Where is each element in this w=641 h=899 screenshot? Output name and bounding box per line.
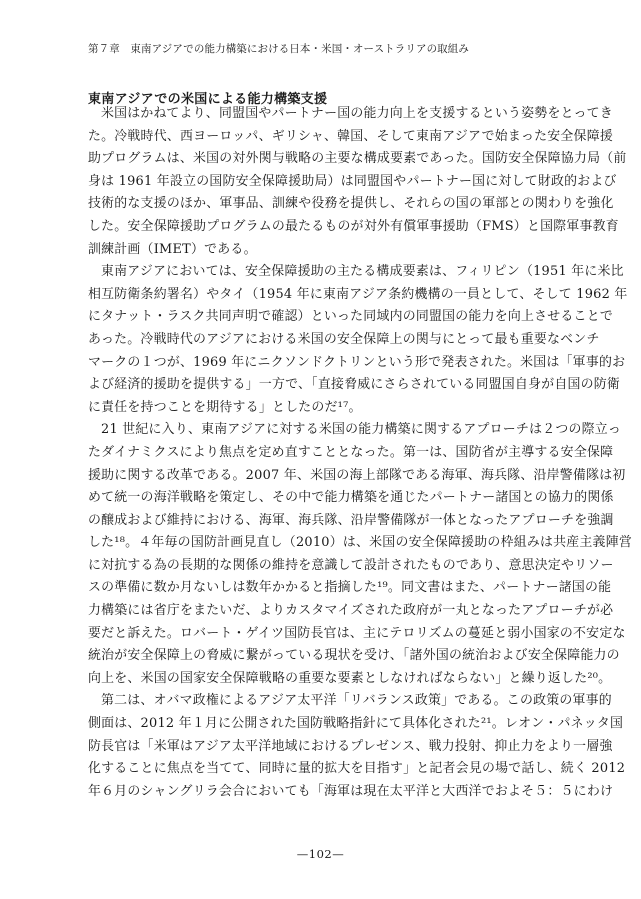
- text-line: 米国はかねてより、同盟国やパートナー国の能力向上を支援するという姿勢をとってき: [101, 106, 613, 121]
- text-line: 助プログラムは、米国の対外関与戦略の主要な構成要素であった。国防安全保障協力局（前: [88, 151, 627, 167]
- section-heading: 東南アジアでの米国による能力構築支援: [88, 92, 328, 107]
- text-line: 相互防衛条約署名）やタイ（1954 年に東南アジア条約機構の一員として、そして 1962 年: [88, 286, 628, 302]
- text-line: 技術的な支援のほか、軍事品、訓練や役務を提供し、それらの国の軍部との関わりを強化: [88, 196, 614, 212]
- text-line: 防長官は「米軍はアジア太平洋地域におけるプレゼンス、戦力投射、抑止力をより一層強: [88, 738, 613, 754]
- text-line: 化することに焦点を当てて、同時に量的拡大を目指す」と記者会見の場で話し、続く 2012: [88, 761, 626, 777]
- page-number: —102—: [296, 847, 345, 861]
- text-line: 力構築には省庁をまたいだ、よりカスタマイズされた政府が一丸となったアプローチが必: [88, 603, 614, 619]
- text-line: あった。冷戦時代のアジアにおける米国の安全保障上の関与にとって最も重要なベンチ: [88, 331, 600, 347]
- text-line: 21 世紀に入り、東南アジアに対する米国の能力構築に関するアプローチは２つの際立っ: [101, 422, 622, 438]
- text-line: 向上を、米国の国家安全保障戦略の重要な要素としなければならない」と繰り返した²⁰。: [88, 670, 612, 686]
- text-line: た。冷戦時代、西ヨーロッパ、ギリシャ、韓国、そして東南アジアで始まった安全保障援: [88, 128, 613, 144]
- text-line: 統治が安全保障上の脅威に繋がっている現状を受け、「諸外国の統治および安全保障能力の: [88, 648, 620, 664]
- text-line: に責任を持つことを期待する」としたのだ¹⁷。: [88, 399, 362, 415]
- text-line: 要だと訴えた。ロバート・ゲイツ国防長官は、主にテロリズムの蔓延と弱小国家の不安定な: [88, 625, 626, 641]
- running-header: 第７章 東南アジアでの能力構築における日本・米国・オーストラリアの取組み: [88, 43, 469, 55]
- text-line: の醸成および維持における、海軍、海兵隊、沿岸警備隊が一体となったアプローチを強調: [88, 512, 614, 528]
- text-line: スの準備に数か月ないしは数年かかると指摘した¹⁹。同文書はまた、パートナー諸国の能: [88, 580, 612, 596]
- text-line: 訓練計画（IMET）である。: [88, 241, 257, 257]
- text-line: にタナット・ラスク共同声明で確認）といった同域内の同盟国の能力を向上させることで: [88, 309, 613, 325]
- text-line: めて統一の海洋戦略を策定し、その中で能力構築を通じたパートナー諸国との協力的関係: [88, 490, 614, 506]
- text-line: たダイナミクスにより焦点を定め直すこととなった。第一は、国防省が主導する安全保障: [88, 444, 614, 460]
- text-line: 側面は、2012 年１月に公開された国防戦略指針にて具体化された²¹。レオン・パネッタ国: [88, 716, 624, 732]
- body-text: [88, 103, 632, 803]
- text-line: した¹⁸。４年毎の国防計画見直し（2010）は、米国の安全保障援助の枠組みは共産主義陣営: [88, 535, 632, 551]
- text-line: に対抗する為の長期的な関係の維持を意識して設計されたものであり、意思決定やリソー: [88, 557, 614, 573]
- text-line: 東南アジアにおいては、安全保障援助の主たる構成要素は、フィリピン（1951 年に米比: [101, 264, 624, 280]
- text-line: 身は 1961 年設立の国防安全保障援助局）は同盟国やパートナー国に対して財政的および: [88, 173, 617, 189]
- text-line: マークの１つが、1969 年にニクソンドクトリンという形で発表された。米国は「軍事的お: [88, 354, 626, 370]
- text-line: 年６月のシャングリラ会合においても「海軍は現在太平洋と大西洋でおよそ５：５にわけ: [88, 783, 614, 799]
- text-line: 第二は、オバマ政権によるアジア太平洋「リバランス政策」である。この政策の軍事的: [101, 693, 612, 709]
- text-line: した。安全保障援助プログラムの最たるものが対外有償軍事援助（FMS）と国際軍事教育: [88, 218, 619, 234]
- text-line: 援助に関する改革である。2007 年、米国の海上部隊である海軍、海兵隊、沿岸警備隊は初: [88, 467, 626, 483]
- text-line: よび経済的援助を提供する」一方で、「直接脅威にさらされている同盟国自身が自国の防衛: [88, 377, 621, 393]
